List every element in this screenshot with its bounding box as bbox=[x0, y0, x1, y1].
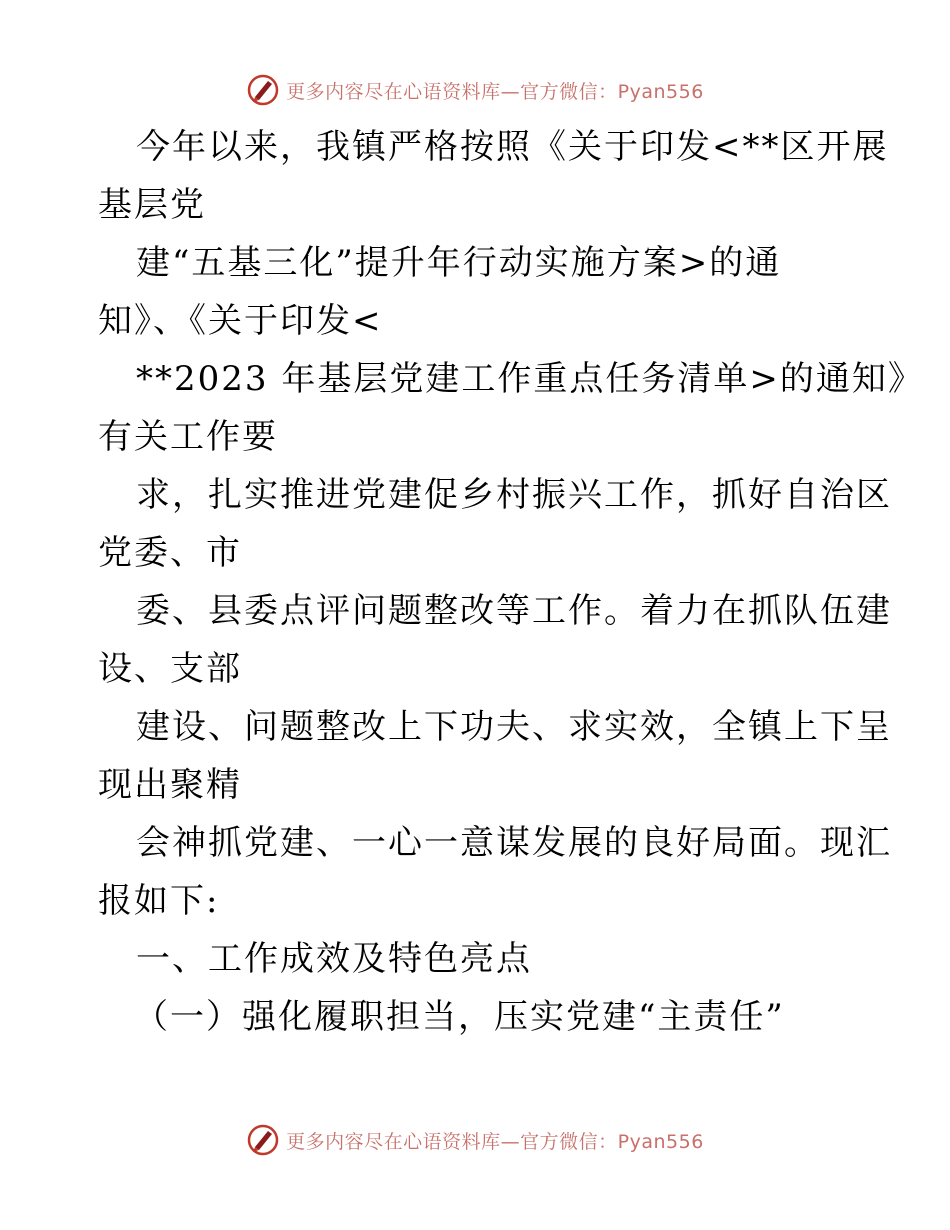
header-watermark bbox=[0, 70, 950, 110]
body-line: 报如下: bbox=[98, 881, 220, 921]
body-line: 今年以来，我镇严格按照《关于印发<**区开展 bbox=[136, 127, 889, 167]
body-line: 求，扎实推进党建促乡村振兴工作，抓好自治区 bbox=[136, 475, 892, 515]
body-line: 设、支部 bbox=[98, 649, 242, 689]
section-heading: 一、工作成效及特色亮点 bbox=[136, 939, 532, 979]
document-body bbox=[98, 118, 924, 1046]
subsection-heading: （一）强化履职担当，压实党建“主责任” bbox=[134, 997, 785, 1037]
body-line: 建设、问题整改上下功夫、求实效，全镇上下呈 bbox=[136, 707, 892, 747]
watermark-logo-icon bbox=[246, 1123, 280, 1157]
body-line: 知》、《关于印发< bbox=[98, 301, 383, 341]
body-line: 委、县委点评问题整改等工作。着力在抓队伍建 bbox=[136, 591, 892, 631]
watermark-text: 更多内容尽在心语资料库—官方微信：Pyan556 bbox=[286, 80, 704, 103]
body-line: 有关工作要 bbox=[98, 417, 278, 457]
body-line: **2023 年基层党建工作重点任务清单>的通知》 bbox=[136, 359, 924, 399]
watermark-text: 更多内容尽在心语资料库—官方微信：Pyan556 bbox=[286, 1130, 704, 1153]
footer-watermark bbox=[0, 1120, 950, 1160]
body-line: 会神抓党建、一心一意谋发展的良好局面。现汇 bbox=[136, 823, 892, 863]
watermark-logo-icon bbox=[246, 73, 280, 107]
body-line: 建“五基三化”提升年行动实施方案>的通 bbox=[136, 243, 782, 283]
body-line: 基层党 bbox=[98, 185, 206, 225]
body-line: 党委、市 bbox=[98, 533, 242, 573]
body-line: 现出聚精 bbox=[98, 765, 242, 805]
